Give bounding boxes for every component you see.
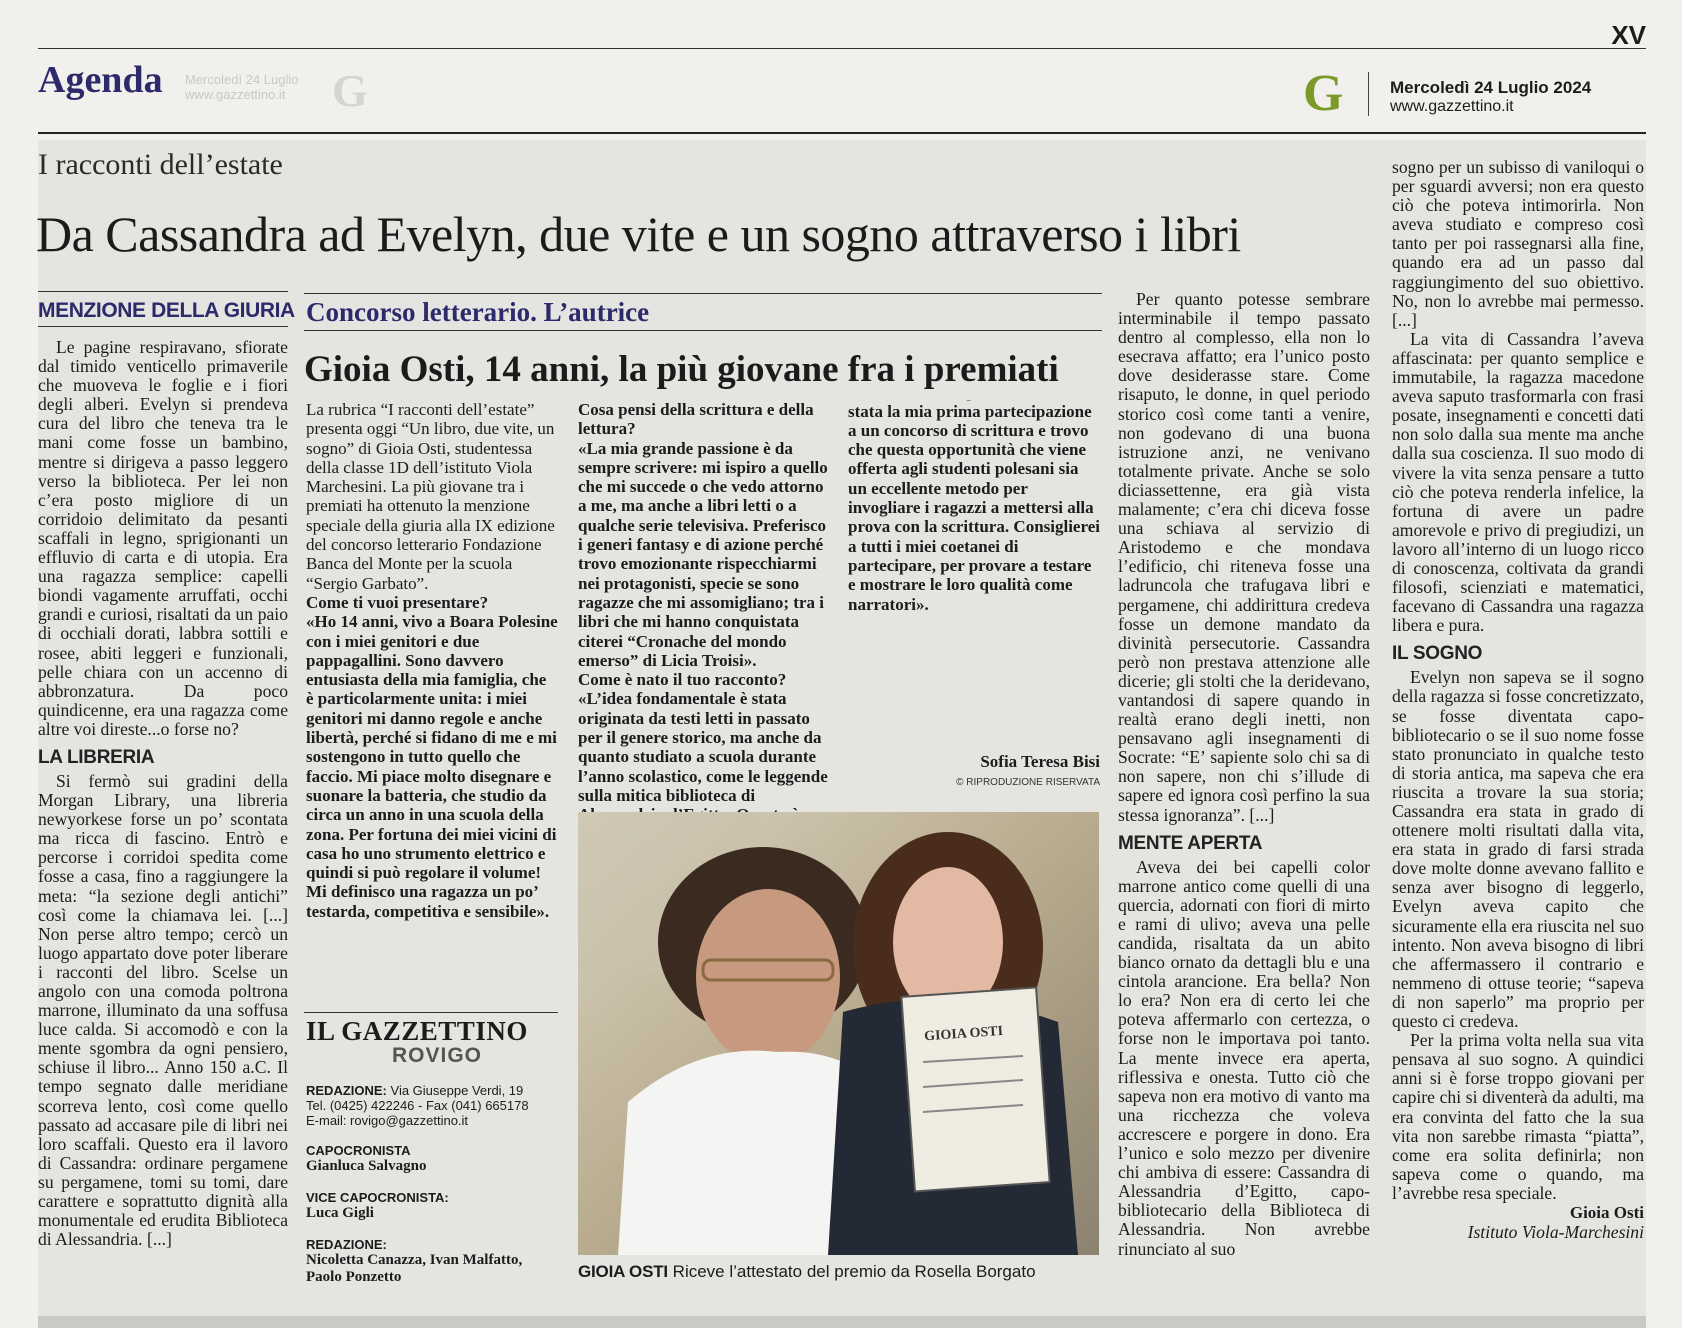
bleed-through-logo: G [332, 65, 368, 116]
caption-text: Riceve l’attestato del premio da Rosella Borgato [667, 1262, 1036, 1281]
bleed-through-text: Mercoledì 24 Luglio www.gazzettino.it [185, 72, 299, 102]
subhead-il-sogno: IL SOGNO [1392, 643, 1483, 665]
story-tag: MENZIONE DELLA GIURIA [38, 299, 295, 322]
top-rule [38, 48, 1646, 49]
story-column-4 [1118, 290, 1370, 1259]
column-rule [38, 326, 288, 327]
page-number: XV [1611, 20, 1646, 50]
story-paragraph: La vita di Cassandra l’aveva affascinata: per quanto semplice e immutabile, la ragazza macedone aveva saputo trasformarla con frasi posate, insegnamenti e concetti dati non solo dalla sua mente ma anche dalla sua coscienza. Il suo modo di vivere la vita senza pensare a tutto ciò che poteva renderla infelice, la fortuna di avere un padre amorevole e privo di pregiudizi, un lavoro all’interno di un luogo ricco di conoscenza, coltivata da grandi filosofi, scienziati e matematici, facevano di Cassandra una ragazza libera e pura. [1392, 328, 1644, 636]
interview-column-c [848, 400, 1100, 750]
interview-signature: Sofia Teresa Bisi [980, 752, 1100, 771]
story-column-1 [38, 338, 288, 1249]
certificate-text: GIOIA OSTI [923, 1023, 1004, 1045]
subhead-libreria: LA LIBRERIA [38, 746, 155, 768]
section-rule [304, 293, 1102, 294]
story-paragraph: Per la prima volta nella sua vita pensava al suo sogno. A quindici anni si è forse troppo giovani per capire chi si diventerà da adulti, ma era convinta del fatto che la sua vita non sarebbe rimasta “piatta”, come era solita definirla; non sapeva come o quando, ma l’avrebbe resa speciale. [1392, 1030, 1644, 1203]
interview-answer: «La mia grande passione è da sempre scrivere: mi ispiro a quello che mi succede o che vedo attorno a me, ma anche a libri letti o a qualche serie televisiva. Preferisco i generi fantasy e di azione perché trovo emozionante rispecchiarmi nei protagonisti, specie se sono ragazze che mi assomigliano; tra i libri che mi hanno conquistata citerei “Cronache del mondo emerso” di Licia Troisi». [578, 438, 828, 670]
award-photo [578, 812, 1099, 1255]
masthead-info: REDAZIONE: Via Giuseppe Verdi, 19 Tel. (0425) 422246 - Fax (041) 665178 E-mail: rovigo@gazzettino.it CAPOCRONISTA Gianluca Salvagno VICE CAPOCRONISTA: Luca Gigli REDAZIONE: Nicoletta Canazza, Ivan Malfatto, Paolo Ponzetto [306, 1083, 529, 1285]
story-paragraph: Aveva dei bei capelli color marrone antico come quelli di una quercia, adornati con fiori di mirto e rami di ulivo; aveva una pelle candida, risaltata da un abito bianco ornato da dettagli blu e una cintola arancione. Era bella? Non lo era? Non era di certo lei che poteva affermarlo con certezza, o forse non le importava poi tanto. La mente invece era aperta, riflessiva e onesta. Tutto ciò che sapeva non era motivo di vanto ma una ricchezza che voleva accrescere e porgere in dono. Era l’unico e solo mezzo per divenire chi ambiva di essere: Cassandra di Alessandria d’Egitto, capo-bibliotecario della Biblioteca di Alessandria. Non avrebbe rinunciato al suo [1118, 856, 1370, 1259]
story-paragraph: Si fermò sui gradini della Morgan Library, una libreria newyorkese forse un po’ scontata ma ricca di fascino. Entrò e percorse i corridoi spedita come fosse a casa, fino a raggiungere la meta: “la sezione degli antichi” così come la chiamava lei. [...] Non perse altro tempo; cercò un luogo appartato dove poter liberare i racconti del libro. Scelse un angolo con una comoda poltrona marrone, illuminato da una soffusa luce calda. Si accomodò e con la mente sgombra da ogni pensiero, schiuse il libro... Anno 150 a.C. Il tempo segnato dalle meridiane scorreva lento, così come quello passato ad accasare pile di libri nei loro scaffali. Questo era il lavoro di Cassandra: ordinare pergamene su pergamene, tomi su tomi, dare carattere e soprattutto dignità alla monumentale ed erudita Biblioteca di Alessandria. [...] [38, 770, 288, 1250]
logo-separator [1368, 72, 1369, 116]
interview-answer-continued: stata la mia prima partecipazione a un concorso di scrittura e trovo che questa opportunità che viene offerta agli studenti polesani sia un eccellente metodo per invogliare i ragazzi a mettersi alla prova con la scrittura. Consiglierei a tutti i miei coetanei di partecipare, per provare a testare e mostrare le loro qualità come narratori». [848, 401, 1100, 614]
story-paragraph: sogno per un subisso di vaniloqui o per sguardi avversi; non era questo ciò che poteva intimorirla. Non aveva studiato e compreso così tanto per poi rassegnarsi alla fine, quando era ad un passo dal raggiungimento del suo obiettivo. No, non lo avrebbe mai permesso. [...] [1392, 157, 1644, 330]
story-paragraph: Le pagine respiravano, sfiorate dal timido venticello primaverile che muoveva le foglie e i fiori degli alberi. Evelyn si prendeva cura del libro che teneva tra le mani come fosse un bambino, mentre si dirigeva a passo leggero verso la biblioteca. Per lei non c’era posto migliore di un corridoio delimitato da pesanti scaffali in legno, sprigionanti un effluvio di carta e di utopia. Era una ragazza semplice: capelli biondi vagamente arruffati, occhi grandi e curiosi, risaltati da un paio di occhiali dorati, labbra sottili e rosee, abiti leggeri e funzionali, pelle chiara con un accenno di abbronzatura. Da poco quindicenne, era una ragazza come altre voi direste...o forse no? [38, 337, 288, 739]
rights-notice: © RIPRODUZIONE RISERVATA [956, 777, 1100, 788]
interview-answer: «Ho 14 anni, vivo a Boara Polesine con i miei genitori e due pappagallini. Sono davvero entusiasta della mia famiglia, che è particolarmente unita: i miei genitori mi danno regole e anche libertà, perché si fidano di me e mi sostengono in tutto quello che faccio. Mi piace molto disegnare e suonare la batteria, che studio da circa un anno in una scuola della zona. Per fortuna dei miei vicini di casa ho uno strumento elettrico e quindi si può regolare il volume! Mi definisco una ragazza un po’ testarda, competitiva e sensibile». [306, 612, 558, 921]
article-kicker: I racconti dell’estate [38, 148, 283, 181]
page-bottom-strip [38, 1316, 1646, 1328]
interview-question: Come è nato il tuo racconto? [578, 670, 787, 690]
gazzettino-logo: G [1303, 65, 1344, 122]
interview-question: Come ti vuoi presentare? [306, 592, 489, 612]
story-paragraph: Evelyn non sapeva se il sogno della ragazza si fosse concretizzato, se fosse diventata capo-bibliotecario o se il suo nome fosse stato pronunciato in qualche testo di storia antica, ma sapeva che era riuscita a trovare la sua storia; Cassandra era stata in grado di ottenere molti risultati dalla vita, era stata in grado di farsi strada dove molte donne avevano fallito e senza aver bisogno di leggerlo, Evelyn aveva capito che sicuramente ella era riuscita nel suo intento. Non aveva bisogno di libri che affermassero il contrario e nemmeno di ottuse teorie; “sapeva di non saperlo” ma proprio per questo ci credeva. [1392, 667, 1644, 1032]
issue-date: Mercoledì 24 Luglio 2024 [1390, 78, 1592, 97]
interview-intro: La rubrica “I racconti dell’estate” presenta oggi “Un libro, due vite, un sogno” di Gioia Osti, studentessa della classe 1D dell’istituto Viola Marchesini. La più giovane tra i premiati ha ottenuto la menzione speciale della giuria alla IX edizione del concorso letterario Fondazione Banca del Monte per la scuola “Sergio Garbato”. [306, 400, 555, 593]
interview-headline: Gioia Osti, 14 anni, la più giovane fra i premiati [304, 349, 1059, 390]
story-column-5 [1392, 158, 1644, 1242]
masthead-title: IL GAZZETTINO [306, 1016, 528, 1046]
interview-answer: «L’idea fondamentale è stata originata da testi letti in passato per il genere storico, ma anche da quanto studiato a scuola durante l’anno scolastico, come le leggende sulla mitica biblioteca di [578, 689, 828, 805]
story-paragraph: Per quanto potesse sembrare interminabile il tempo passato dentro al complesso, ella non lo esecrava affatto; era l’unico posto dove desiderasse stare. Come risaputo, le donne, in quel periodo storico così come tanti a venire, non godevano di una buona istruzione anzi, ne venivano totalmente private. Anche se solo diciassettenne, era già vista malamente; c’era chi diceva fosse una schiava al servizio di Aristodemo e che mondava l’edificio, chi riteneva fosse una ladruncola che trafugava libri e pergamene, chi addirittura credeva fosse un demone mandato da divinità persecutorie. Cassandra però non prestava attenzione alle dicerie; gli stolti che la deridevano, vantandosi di sapere quando in realtà erano degli inetti, non pensavano agli insegnamenti di Socrate: “E’ sapiente solo chi sa di non sapere, non chi s’illude di sapere ed ignora così perfino la sua stessa ignoranza”. [...] [1118, 289, 1370, 825]
header-rule [38, 132, 1646, 134]
section-title: Agenda [38, 59, 163, 101]
story-school: Istituto Viola-Marchesini [1467, 1221, 1644, 1242]
website-url: www.gazzettino.it [1390, 98, 1514, 115]
story-author: Gioia Osti [1569, 1202, 1644, 1222]
interview-section-label: Concorso letterario. L’autrice [306, 297, 650, 327]
photo-illustration [578, 812, 1099, 1255]
masthead-edition: ROVIGO [392, 1044, 483, 1067]
subhead-mente-aperta: MENTE APERTA [1118, 832, 1263, 854]
interview-column-a [306, 400, 558, 921]
section-rule [304, 330, 1102, 331]
column-rule [38, 291, 288, 292]
article-headline: Da Cassandra ad Evelyn, due vite e un sogno attraverso i libri [36, 206, 1241, 262]
interview-question: Cosa pensi della scrittura e della lettura? [578, 400, 814, 439]
photo-caption [578, 1262, 1036, 1282]
masthead-rule [304, 1012, 558, 1013]
caption-name: GIOIA OSTI [578, 1262, 668, 1281]
